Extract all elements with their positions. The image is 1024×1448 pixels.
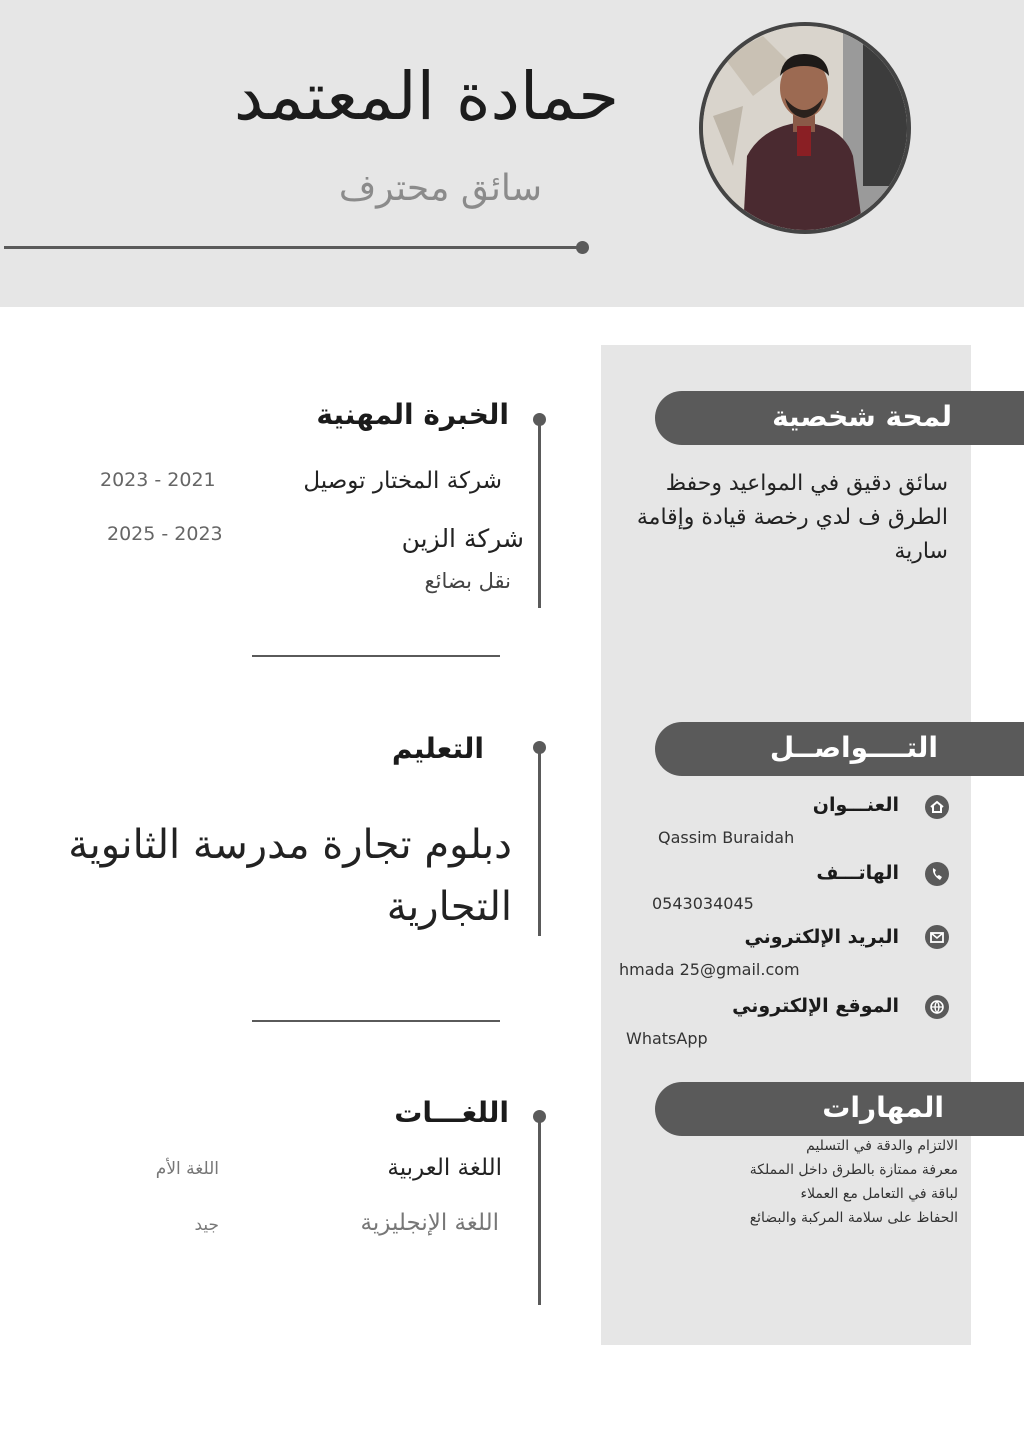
email-value[interactable]: hmada 25@gmail.com bbox=[619, 960, 800, 979]
experience-timeline-line bbox=[538, 420, 541, 608]
section-divider bbox=[252, 655, 500, 657]
phone-icon bbox=[925, 862, 949, 886]
language-level: اللغة الأم bbox=[155, 1159, 219, 1179]
skill-item: لباقة في التعامل مع العملاء bbox=[800, 1186, 958, 1202]
phone-value[interactable]: 0543034045 bbox=[652, 894, 754, 913]
globe-icon bbox=[925, 995, 949, 1019]
education-degree-continued: التجارية bbox=[386, 884, 512, 930]
job-title: سائق محترف bbox=[338, 168, 542, 209]
skill-item: الالتزام والدقة في التسليم bbox=[806, 1138, 958, 1154]
language-name: اللغة العربية bbox=[387, 1155, 502, 1181]
skill-item: الحفاظ على سلامة المركبة والبضائع bbox=[749, 1210, 958, 1226]
address-label: العنـــوان bbox=[812, 794, 899, 816]
languages-timeline-line bbox=[538, 1117, 541, 1305]
language-name: اللغة الإنجليزية bbox=[360, 1210, 499, 1236]
languages-section-title: اللغـــات bbox=[394, 1096, 509, 1129]
experience-section-title: الخبرة المهنية bbox=[316, 398, 509, 431]
job-period: 2023 - 2021 bbox=[100, 469, 216, 491]
profile-summary: سائق دقيق في المواعيد وحفظ الطرق ف لدي رخصة قيادة وإقامة سارية bbox=[636, 471, 948, 564]
address-value: Qassim Buraidah bbox=[658, 828, 795, 847]
job-period: 2025 - 2023 bbox=[107, 523, 223, 545]
person-photo-illustration bbox=[703, 26, 907, 230]
skills-section-title: المهارات bbox=[822, 1091, 944, 1124]
contact-section-title: التــــواصــل bbox=[769, 731, 938, 764]
profile-section-title: لمحة شخصية bbox=[772, 400, 952, 433]
profile-photo bbox=[699, 22, 911, 234]
skill-item: معرفة ممتازة بالطرق داخل المملكة bbox=[749, 1162, 958, 1178]
person-name: حمادة المعتمد bbox=[233, 58, 619, 135]
education-timeline-line bbox=[538, 748, 541, 936]
email-label: البريد الإلكتروني bbox=[744, 926, 899, 948]
job-company: شركة المختار توصيل bbox=[303, 468, 502, 494]
job-company: شركة الزين bbox=[401, 524, 524, 553]
section-divider bbox=[252, 1020, 500, 1022]
education-degree: دبلوم تجارة مدرسة الثانوية bbox=[68, 822, 512, 868]
phone-label: الهاتـــف bbox=[816, 862, 899, 884]
education-section-title: التعليم bbox=[391, 732, 484, 765]
header-divider bbox=[4, 246, 582, 249]
language-level: جيد bbox=[194, 1215, 219, 1235]
website-label: الموقع الإلكتروني bbox=[732, 995, 899, 1017]
website-value[interactable]: WhatsApp bbox=[626, 1029, 708, 1048]
home-icon bbox=[925, 795, 949, 819]
job-role: نقل بضائع bbox=[424, 569, 511, 593]
header-divider-dot bbox=[576, 241, 589, 254]
email-icon bbox=[925, 925, 949, 949]
